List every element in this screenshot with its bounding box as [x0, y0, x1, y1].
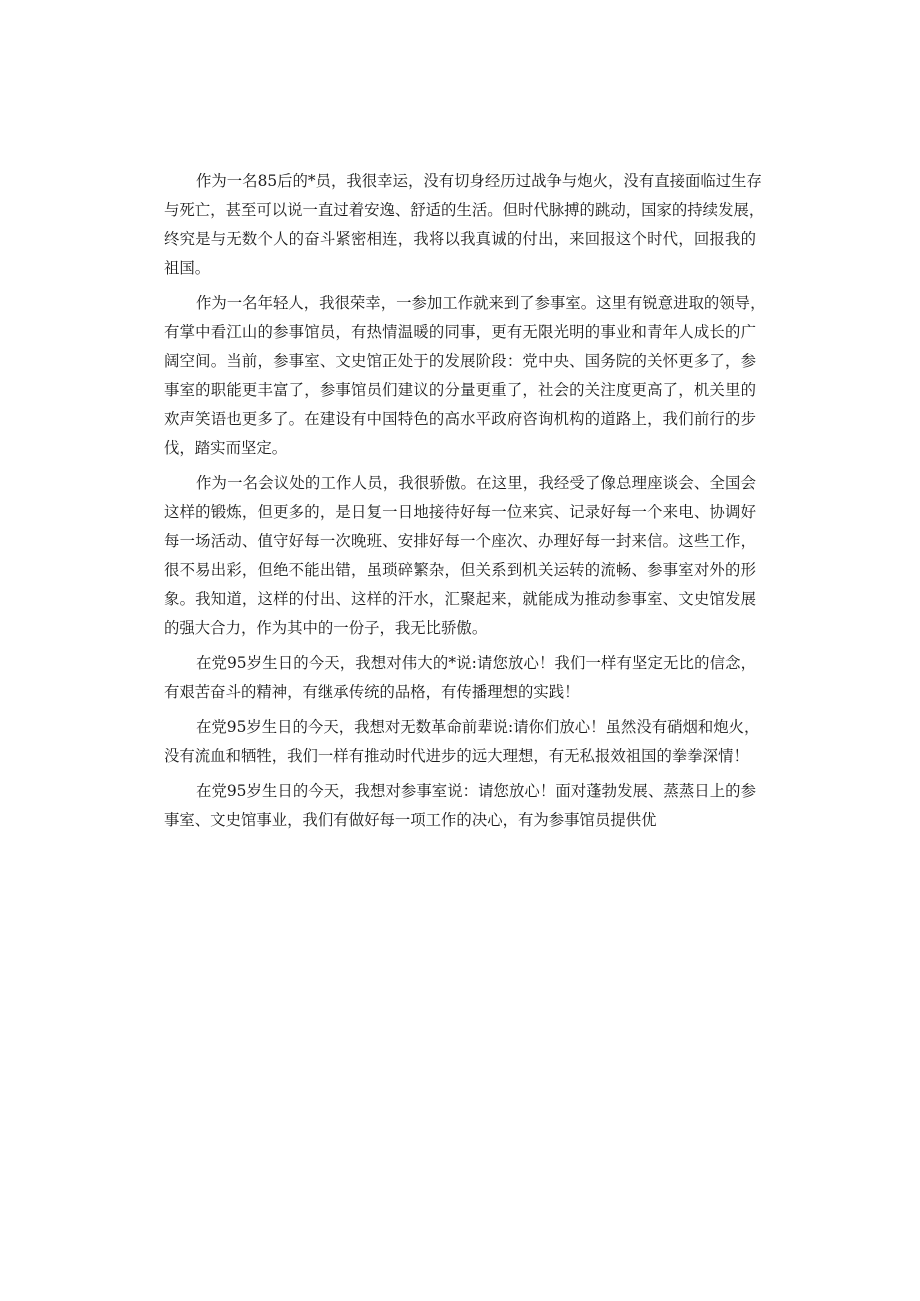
text-line: 象。我知道，这样的付出、这样的汗水，汇聚起来，就能成为推动参事室、文史馆发展	[164, 590, 756, 608]
text-line: 在党95岁生日的今天，我想对参事室说：请您放心！面对蓬勃发展、蒸蒸日上的参	[196, 782, 756, 800]
text-line: 欢声笑语也更多了。在建设有中国特色的高水平政府咨询机构的道路上，我们前行的步	[164, 410, 756, 428]
text-line: 很不易出彩，但绝不能出错，虽琐碎繁杂，但关系到机关运转的流畅、参事室对外的形	[164, 561, 756, 579]
text-line: 事室、文史馆事业，我们有做好每一项工作的决心，有为参事馆员提供优	[164, 811, 657, 829]
text-line: 有掌中看江山的参事馆员，有热情温暖的同事，更有无限光明的事业和青年人成长的广	[164, 323, 756, 341]
paragraph-1	[164, 167, 765, 283]
text-line: 这样的锻炼，但更多的，是日复一日地接待好每一位来宾、记录好每一个来电、协调好	[164, 503, 756, 521]
text-line: 祖国。	[164, 259, 211, 277]
text-line: 在党95岁生日的今天，我想对伟大的*说:请您放心！我们一样有坚定无比的信念，	[196, 654, 756, 672]
text-line: 阔空间。当前，参事室、文史馆正处于的发展阶段：党中央、国务院的关怀更多了，参	[164, 352, 756, 370]
text-line: 有艰苦奋斗的精神，有继承传统的品格，有传播理想的实践！	[164, 683, 580, 701]
paragraph-3	[164, 469, 756, 643]
text-line: 事室的职能更丰富了，参事馆员们建议的分量更重了，社会的关注度更高了，机关里的	[164, 381, 756, 399]
text-line: 作为一名年轻人，我很荣幸，一参加工作就来到了参事室。这里有锐意进取的领导，	[196, 294, 766, 312]
paragraph-6	[164, 777, 756, 835]
text-line: 作为一名85后的*员，我很幸运，没有切身经历过战争与炮火，没有直接面临过生存	[196, 172, 762, 190]
text-line: 每一场活动、值守好每一次晚班、安排好每一个座次、办理好每一封来信。这些工作，	[164, 532, 756, 550]
text-line: 伐，踏实而坚定。	[164, 439, 288, 457]
paragraph-5	[164, 713, 760, 771]
text-line: 的强大合力，作为其中的一份子，我无比骄傲。	[164, 619, 488, 637]
text-line: 与死亡，甚至可以说一直过着安逸、舒适的生活。但时代脉搏的跳动，国家的持续发展，	[164, 201, 765, 219]
text-line: 没有流血和牺牲，我们一样有推动时代进步的远大理想，有无私报效祖国的拳拳深情！	[164, 747, 749, 765]
text-line: 作为一名会议处的工作人员，我很骄傲。在这里，我经受了像总理座谈会、全国会	[196, 474, 756, 492]
text-line: 在党95岁生日的今天，我想对无数革命前辈说:请你们放心！虽然没有硝烟和炮火，	[196, 718, 760, 736]
document-body	[164, 167, 766, 841]
text-line: 终究是与无数个人的奋斗紧密相连，我将以我真诚的付出，来回报这个时代，回报我的	[164, 230, 756, 248]
paragraph-4	[164, 649, 756, 707]
paragraph-2	[164, 289, 766, 463]
